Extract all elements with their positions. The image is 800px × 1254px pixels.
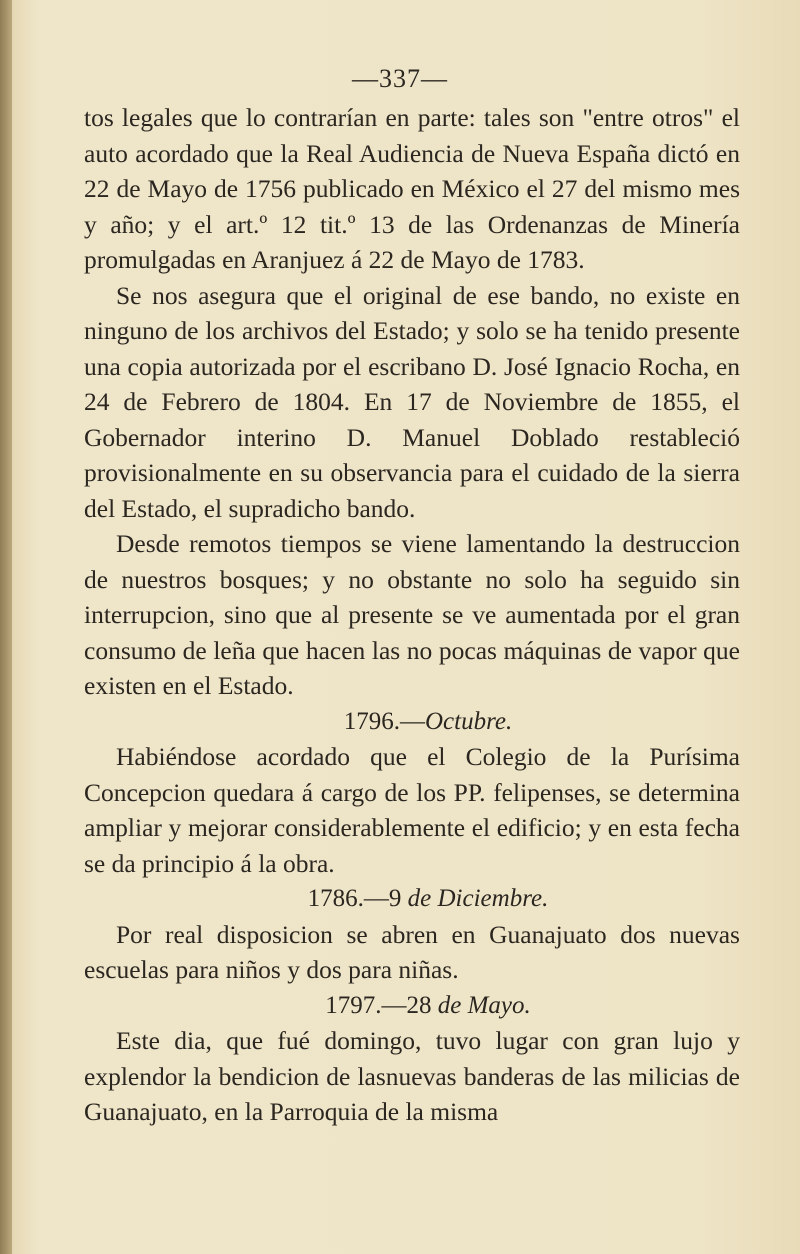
entry-paragraph: Habiéndose acordado que el Colegio de la Purísima Concepcion quedara á cargo de los PP. felipenses, se determina ampliar y mejorar considerablemente el edificio; y en esta fecha se da principio á la obra. xyxy=(84,742,740,878)
entry-paragraph: Por real disposicion se abren en Guanajuato dos nuevas escuelas para niños y dos para niñas. xyxy=(84,919,740,984)
body-text xyxy=(84,100,740,1130)
book-binding-edge xyxy=(0,0,12,1254)
paragraph: Se nos asegura que el original de ese bando, no existe en ninguno de los archivos del Estado; y solo se ha tenido presente una copia autorizada por el escribano D. José Ignacio Rocha, en 24 de Febrero de 1804. En 17 de Noviembre de 1855, el Gobernador interino D. Manuel Doblado restableció provisionalmente en su observancia para el cuidado de la sierra del Estado, el supradicho bando. xyxy=(84,280,740,523)
entry-paragraph: Este dia, que fué domingo, tuvo lugar con gran lujo y explendor la bendicion de lasnuevas banderas de las milicias de Guanajuato, en la Parroquia de la misma xyxy=(84,1026,740,1126)
paragraph: Desde remotos tiempos se viene lamentando la destruccion de nuestros bosques; y no obstante no solo ha seguido sin interrupcion, sino que al presente se ve aumentada por el gran consumo de leña que hacen las no pocas máquinas de vapor que existen en el Estado. xyxy=(84,529,740,700)
paragraph: tos legales que lo contrarían en parte: tales son "entre otros" el auto acordado que la Real Audiencia de Nueva España dictó en 22 de Mayo de 1756 publicado en México el 27 del mismo mes y año; y el art.º 12 tit.º 13 de las Ordenanzas de Minería promulgadas en Aranjuez á 22 de Mayo de 1783. xyxy=(84,103,740,274)
entry-date-heading: 1797.—28 de Mayo. xyxy=(325,991,531,1019)
entry-date-heading: 1796.—Octubre. xyxy=(343,707,513,735)
entry-date-heading: 1786.—9 de Diciembre. xyxy=(307,885,549,912)
page-number: —337— xyxy=(352,64,448,93)
